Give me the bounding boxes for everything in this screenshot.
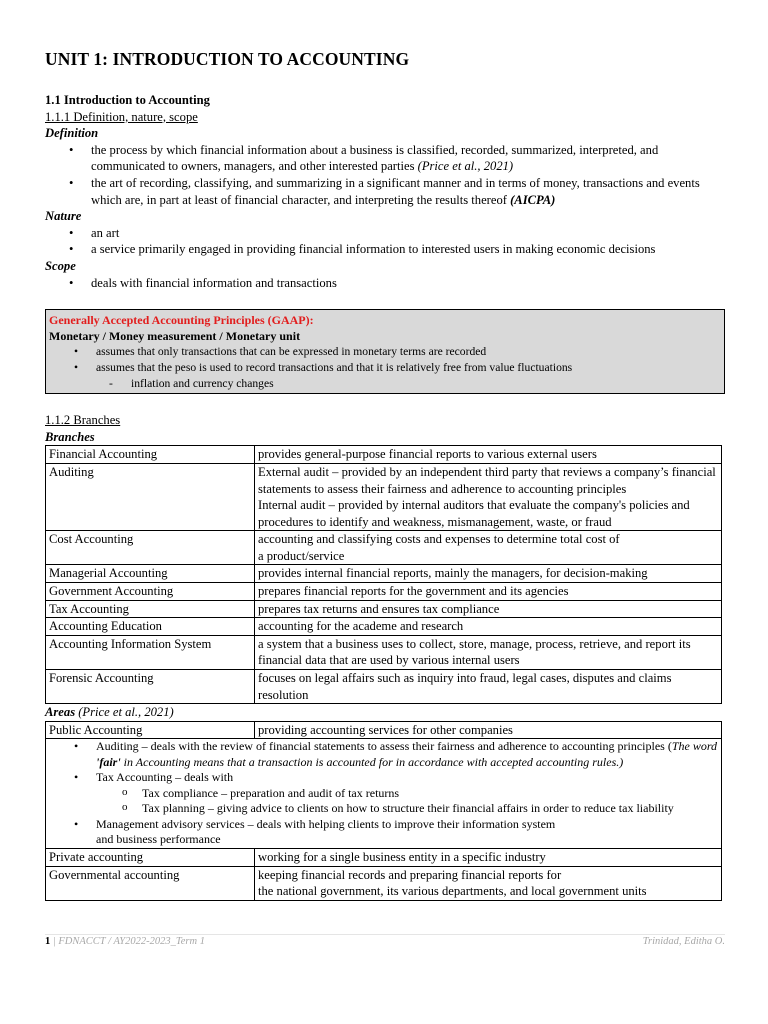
- scope-heading: Scope: [45, 258, 76, 273]
- section-1-1-2-heading: 1.1.2 Branches: [45, 413, 121, 428]
- sublist-item: o Tax compliance – preparation and audit of tax returns: [142, 786, 719, 802]
- table-row: [46, 565, 722, 583]
- document-page: [45, 48, 725, 901]
- list-item: • assumes that only transactions that can be expressed in monetary terms are recorded: [96, 344, 720, 360]
- page-footer: [45, 934, 725, 949]
- list-item-continuation: and business performance: [96, 832, 221, 847]
- desc-line: keeping financial records and preparing financial reports for: [258, 867, 562, 882]
- gaap-box: [45, 309, 725, 394]
- branch-name: Forensic Accounting: [46, 670, 255, 704]
- public-accounting-list: [49, 739, 719, 832]
- branch-name: Government Accounting: [46, 583, 255, 601]
- area-name: Governmental accounting: [46, 866, 255, 900]
- definition-heading: Definition: [45, 126, 99, 141]
- area-desc: providing accounting services for other companies: [255, 721, 722, 739]
- dash-marker: -: [109, 377, 113, 391]
- footer-separator: |: [50, 936, 59, 947]
- list-item: • Management advisory services – deals with helping clients to improve their information system: [96, 817, 719, 833]
- citation: (Price et al., 2021): [417, 159, 514, 174]
- sublist-item: o Tax planning – giving advice to clients on how to structure their financial affairs in order to reduce tax liability: [142, 801, 719, 817]
- table-row: [46, 446, 722, 464]
- nature-list: [45, 225, 725, 258]
- branch-name: Tax Accounting: [46, 600, 255, 618]
- branch-name: Accounting Information System: [46, 635, 255, 669]
- desc-line: accounting and classifying costs and expenses to determine total cost of: [258, 532, 620, 547]
- list-item-text: the process by which financial information about a business is classified, recorded, summarized, interpreted, and communicated to owners, managers, and other interested parties: [91, 142, 659, 174]
- page-number: 1: [45, 936, 51, 947]
- branch-name: Managerial Accounting: [46, 565, 255, 583]
- section-1-1-1-heading: 1.1.1 Definition, nature, scope: [45, 109, 198, 124]
- table-row: [46, 463, 722, 530]
- list-item: • an art: [91, 225, 725, 242]
- areas-table: [45, 721, 722, 901]
- branch-name: Auditing: [46, 463, 255, 530]
- note-text: The word: [671, 739, 718, 754]
- desc-line: Internal audit – provided by internal auditors that evaluate the company's policies and procedures to identify and weakness, mismanagement, waste, or fraud: [258, 498, 690, 529]
- author-name: Trinidad, Editha O.: [642, 936, 725, 947]
- table-row: [46, 531, 722, 565]
- citation: (Price et al., 2021): [75, 705, 174, 720]
- branch-desc: [255, 463, 722, 530]
- branch-desc: prepares financial reports for the government and its agencies: [255, 583, 722, 601]
- gaap-list: [49, 344, 720, 376]
- list-item: [91, 175, 725, 208]
- note-text: in Accounting means that a transaction is accounted for in accordance with accepted accounting rules.): [120, 754, 624, 769]
- area-name: Private accounting: [46, 848, 255, 866]
- table-row: [46, 670, 722, 704]
- branch-desc: prepares tax returns and ensures tax compliance: [255, 600, 722, 618]
- branches-heading: Branches: [45, 429, 95, 444]
- citation: (AICPA): [510, 192, 556, 207]
- desc-line: a product/service: [258, 548, 345, 563]
- list-item: [96, 739, 719, 770]
- list-item-text: Auditing – deals with the review of financial statements to assess their fairness and adherence to accounting principles (: [96, 739, 672, 754]
- course-code: FDNACCT / AY2022-2023_Term 1: [58, 936, 205, 947]
- areas-heading: [45, 704, 725, 721]
- table-row: [46, 866, 722, 900]
- branch-name: Financial Accounting: [46, 446, 255, 464]
- branch-desc: a system that a business uses to collect, store, manage, process, retrieve, and report its financial data that are used by various internal users: [255, 635, 722, 669]
- list-item: • assumes that the peso is used to record transactions and that it is relatively free from value fluctuations: [96, 360, 720, 376]
- list-item: • deals with financial information and transactions: [91, 275, 725, 292]
- gaap-subtitle: Monetary / Money measurement / Monetary unit: [49, 329, 301, 344]
- nature-heading: Nature: [45, 209, 82, 224]
- area-desc: working for a single business entity in a specific industry: [255, 848, 722, 866]
- branch-desc: provides general-purpose financial reports to various external users: [255, 446, 722, 464]
- unit-title: UNIT 1: INTRODUCTION TO ACCOUNTING: [45, 49, 410, 69]
- gaap-title: Generally Accepted Accounting Principles (GAAP):: [49, 313, 314, 328]
- area-name: Public Accounting: [46, 721, 255, 739]
- branches-table: [45, 445, 722, 704]
- list-item: [96, 770, 719, 817]
- public-accounting-details: [46, 739, 722, 849]
- dash-item-text: inflation and currency changes: [131, 377, 274, 391]
- desc-line: External audit – provided by an independent third party that reviews a company’s financial statements to assess their fairness and adherence to accounting principles: [258, 464, 716, 496]
- desc-line: the national government, its various departments, and local government units: [258, 884, 647, 899]
- table-row: [46, 635, 722, 669]
- gaap-dash-item: [49, 376, 720, 392]
- branch-name: Cost Accounting: [46, 531, 255, 565]
- section-1-1-heading: 1.1 Introduction to Accounting: [45, 93, 210, 107]
- scope-list: [45, 275, 725, 292]
- tax-sublist: [96, 786, 719, 817]
- list-item-text: the art of recording, classifying, and summarizing in a significant manner and in terms of money, transactions and events which are, in part at least of financial character, and interpreting the results thereof: [91, 175, 700, 207]
- areas-heading-label: Areas: [45, 705, 76, 720]
- list-item: [91, 142, 725, 175]
- list-item: • a service primarily engaged in providing financial information to interested users in making economic decisions: [91, 241, 725, 258]
- list-item-text: Tax Accounting – deals with: [96, 770, 234, 785]
- note-emphasis: 'fair': [96, 754, 121, 769]
- table-row: [46, 618, 722, 636]
- branch-name: Accounting Education: [46, 618, 255, 636]
- table-row: [46, 739, 722, 849]
- branch-desc: focuses on legal affairs such as inquiry into fraud, legal cases, disputes and claims resolution: [255, 670, 722, 704]
- table-row: [46, 848, 722, 866]
- branch-desc: [255, 531, 722, 565]
- branch-desc: provides internal financial reports, mainly the managers, for decision-making: [255, 565, 722, 583]
- table-row: [46, 600, 722, 618]
- table-row: [46, 583, 722, 601]
- area-desc: [255, 866, 722, 900]
- table-row: [46, 721, 722, 739]
- branch-desc: accounting for the academe and research: [255, 618, 722, 636]
- definition-list: [45, 142, 725, 208]
